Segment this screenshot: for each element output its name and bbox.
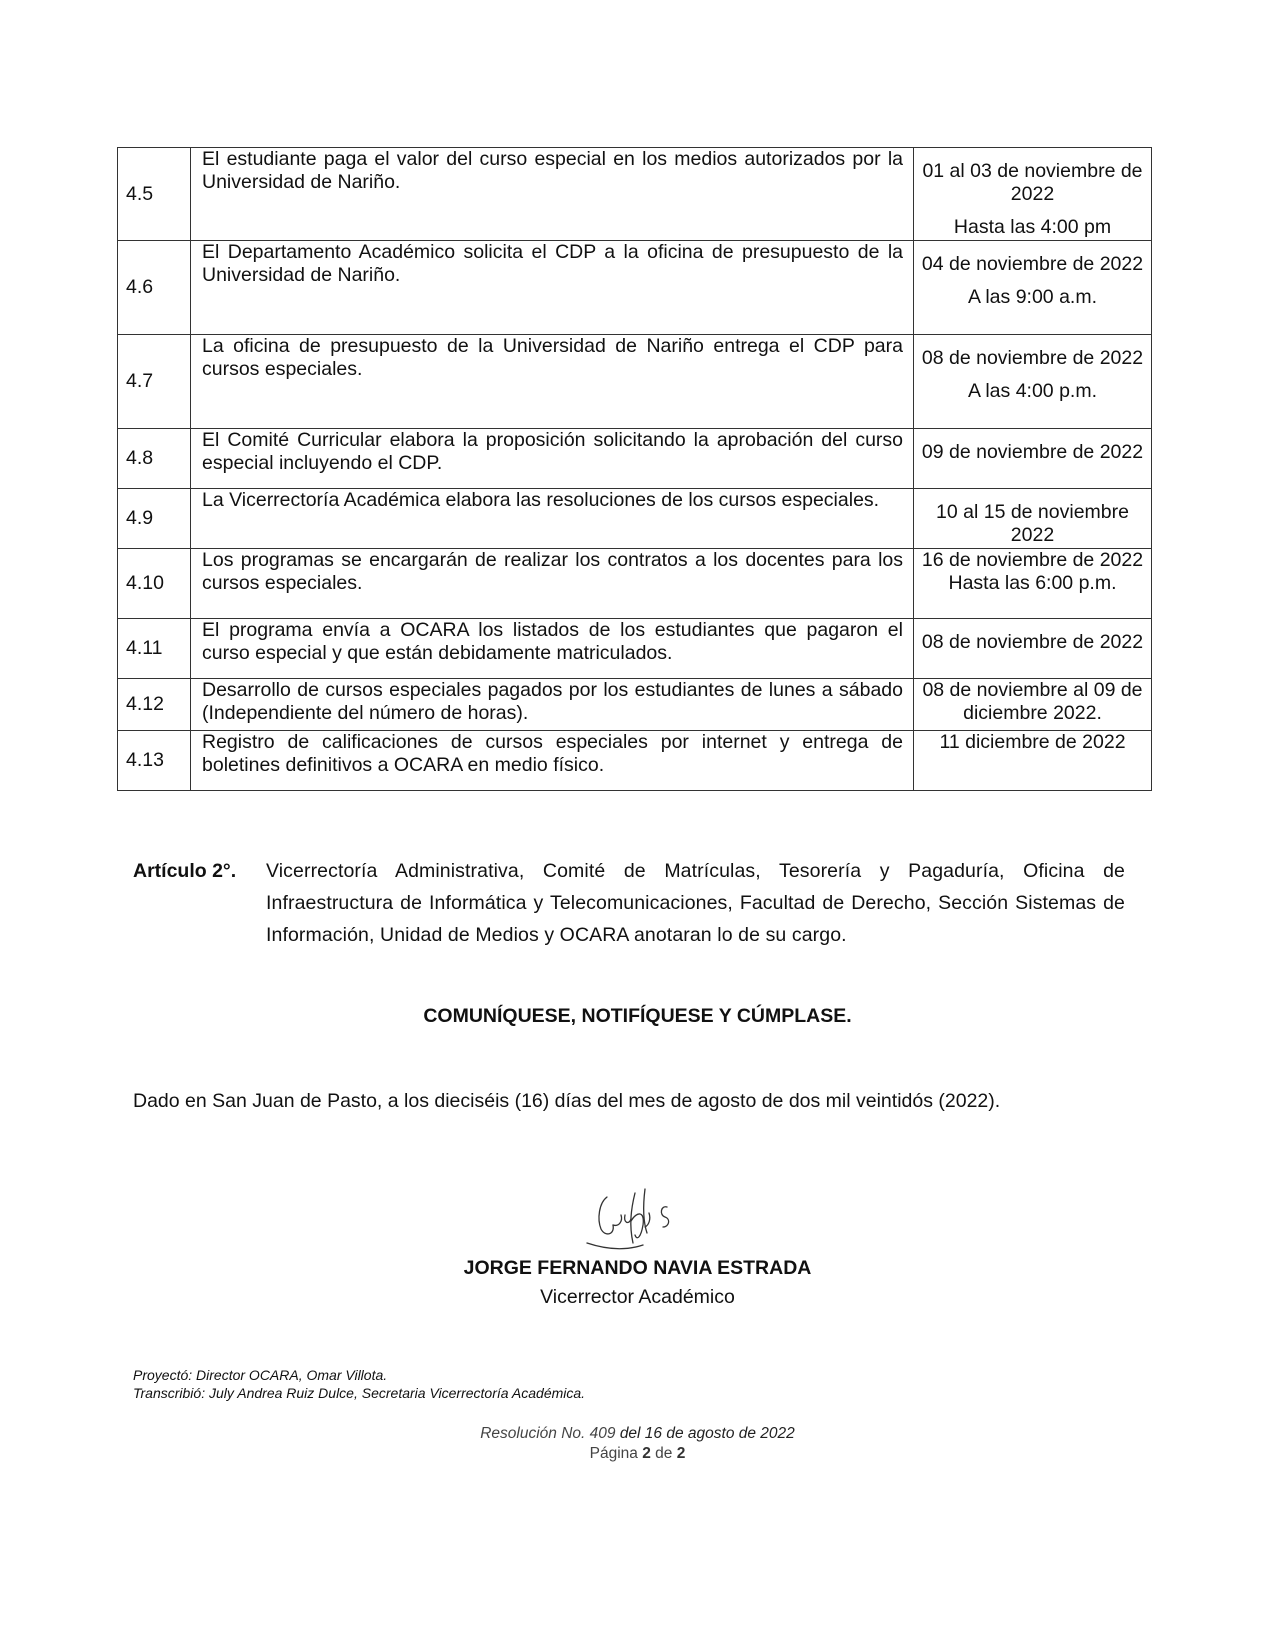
row-date-note: A las 4:00 p.m. xyxy=(968,380,1097,402)
closing-statement: COMUNÍQUESE, NOTIFÍQUESE Y CÚMPLASE. xyxy=(423,1005,852,1027)
row-number: 4.11 xyxy=(118,619,191,679)
resolution-reference xyxy=(0,1424,1275,1444)
row-date-main: 08 de noviembre al 09 de diciembre 2022. xyxy=(922,679,1143,724)
signatory-name: JORGE FERNANDO NAVIA ESTRADA xyxy=(463,1257,812,1279)
resolution-number: 409 xyxy=(589,1425,616,1442)
schedule-table xyxy=(117,147,1152,791)
signatory-title: Vicerrector Académico xyxy=(540,1286,735,1308)
page-word: Página xyxy=(589,1445,638,1462)
row-date xyxy=(914,429,1152,489)
given-place-date: Dado en San Juan de Pasto, a los dieciséis (16) días del mes de agosto de dos mil veintidós (2022). xyxy=(133,1090,1001,1112)
row-date xyxy=(914,335,1152,429)
page-footer xyxy=(0,1424,1275,1464)
row-description: La Vicerrectoría Académica elabora las resoluciones de los cursos especiales. xyxy=(191,489,914,549)
handwritten-signature xyxy=(585,1185,710,1265)
row-description: El programa envía a OCARA los listados de los estudiantes que pagaron el curso especial y que están debidamente matriculados. xyxy=(191,619,914,679)
row-description: El Comité Curricular elabora la proposición solicitando la aprobación del curso especial incluyendo el CDP. xyxy=(191,429,914,489)
table-row xyxy=(118,148,1152,241)
row-date-main: 10 al 15 de noviembre 2022 xyxy=(936,501,1129,546)
row-date-main: 09 de noviembre de 2022 xyxy=(921,441,1144,463)
transcribed-by: Transcribió: July Andrea Ruiz Dulce, Secretaria Vicerrectoría Académica. xyxy=(133,1385,586,1401)
row-description: Registro de calificaciones de cursos especiales por internet y entrega de boletines definitivos a OCARA en medio físico. xyxy=(191,731,914,791)
row-date xyxy=(914,549,1152,619)
row-date-main: 04 de noviembre de 2022 xyxy=(921,253,1144,275)
row-date xyxy=(914,731,1152,791)
resolution-date: del 16 de agosto de 2022 xyxy=(619,1425,795,1442)
resolution-prefix: Resolución No. xyxy=(480,1425,586,1442)
row-date xyxy=(914,679,1152,731)
table-row xyxy=(118,241,1152,335)
row-date xyxy=(914,619,1152,679)
table-row xyxy=(118,429,1152,489)
table-row xyxy=(118,335,1152,429)
row-description: El estudiante paga el valor del curso especial en los medios autorizados por la Universidad de Nariño. xyxy=(191,148,914,241)
row-date xyxy=(914,148,1152,241)
drafting-credits xyxy=(133,1366,585,1402)
row-date-note: A las 9:00 a.m. xyxy=(968,286,1097,308)
page-of: de xyxy=(655,1445,673,1462)
article-label: Artículo 2°. xyxy=(133,860,237,882)
article-text: Vicerrectoría Administrativa, Comité de Matrículas, Tesorería y Pagaduría, Oficina de Infraestructura de Informática y Telecomunicaciones, Facultad de Derecho, Sección Sistemas de Información, Unidad de Medios y OCARA anotaran lo de su cargo. xyxy=(266,860,1125,946)
article-2 xyxy=(133,855,1125,951)
row-number: 4.10 xyxy=(118,549,191,619)
row-description: Los programas se encargarán de realizar los contratos a los docentes para los cursos especiales. xyxy=(191,549,914,619)
row-date-note: Hasta las 4:00 pm xyxy=(953,216,1112,238)
row-number: 4.7 xyxy=(118,335,191,429)
table-row xyxy=(118,489,1152,549)
page-current: 2 xyxy=(642,1445,651,1462)
row-date xyxy=(914,241,1152,335)
table-row xyxy=(118,619,1152,679)
row-number: 4.12 xyxy=(118,679,191,731)
row-number: 4.13 xyxy=(118,731,191,791)
row-date xyxy=(914,489,1152,549)
table-row xyxy=(118,731,1152,791)
page-total: 2 xyxy=(676,1445,686,1462)
table-row xyxy=(118,549,1152,619)
row-number: 4.8 xyxy=(118,429,191,489)
row-description: La oficina de presupuesto de la Universidad de Nariño entrega el CDP para cursos especiales. xyxy=(191,335,914,429)
row-number: 4.5 xyxy=(118,148,191,241)
table-row xyxy=(118,679,1152,731)
page-number xyxy=(0,1444,1275,1464)
row-date-main: 08 de noviembre de 2022 xyxy=(921,347,1144,369)
row-date-main: 01 al 03 de noviembre de 2022 xyxy=(922,160,1143,205)
projected-by: Proyectó: Director OCARA, Omar Villota. xyxy=(133,1367,388,1383)
row-date-main: 11 diciembre de 2022 xyxy=(939,731,1126,753)
row-date-note: Hasta las 6:00 p.m. xyxy=(948,572,1117,594)
row-description: Desarrollo de cursos especiales pagados por los estudiantes de lunes a sábado (Independiente del número de horas). xyxy=(191,679,914,731)
row-date-main: 08 de noviembre de 2022 xyxy=(921,631,1144,653)
row-number: 4.6 xyxy=(118,241,191,335)
row-number: 4.9 xyxy=(118,489,191,549)
row-description: El Departamento Académico solicita el CDP a la oficina de presupuesto de la Universidad de Nariño. xyxy=(191,241,914,335)
row-date-main: 16 de noviembre de 2022 xyxy=(921,549,1144,571)
